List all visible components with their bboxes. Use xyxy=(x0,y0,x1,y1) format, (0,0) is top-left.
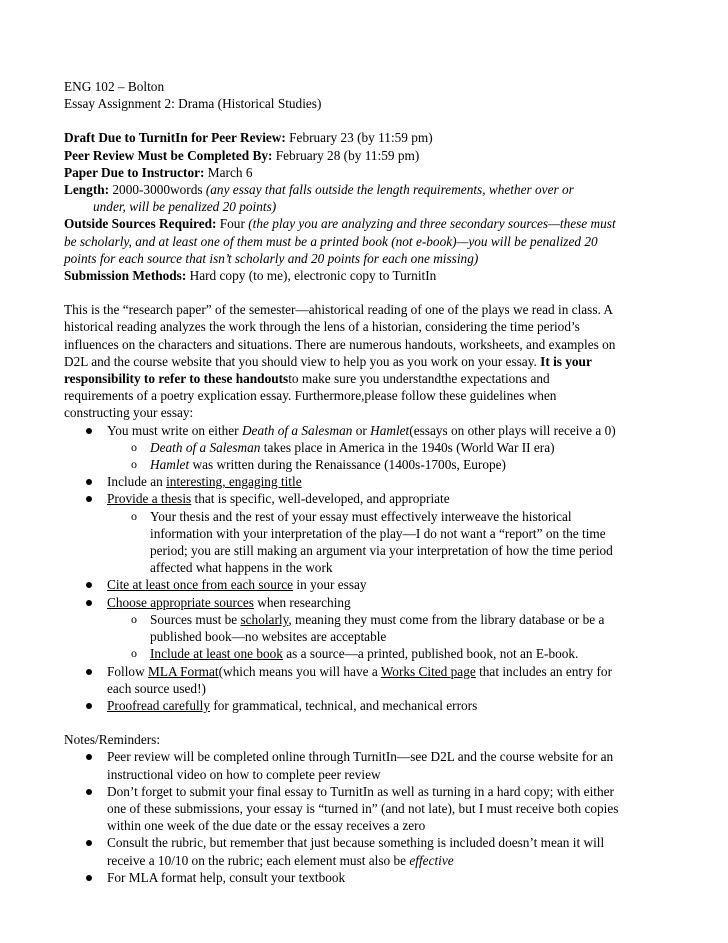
guidelines-list xyxy=(64,422,668,714)
intro-text-4: D2L and the course website that you should view to help you as you work on your essay. xyxy=(64,353,541,369)
bullet-icon xyxy=(86,479,92,485)
draft-due-line xyxy=(64,129,668,146)
play-title: Hamlet xyxy=(370,422,410,438)
item-text: (essays on other plays will receive a 0) xyxy=(409,422,616,438)
item-text: information with your interpretation of the play—I do not want a “report” on the time xyxy=(150,525,606,541)
sub-list-item xyxy=(107,645,668,662)
underlined-text: interesting, engaging title xyxy=(166,474,302,490)
underlined-text: Include at least one book xyxy=(150,646,283,662)
item-text: one of these submissions, your essay is “turned in” (and not late), but I must receive both copies xyxy=(107,800,619,816)
item-text: instructional video on how to complete peer review xyxy=(107,766,381,782)
course-line: ENG 102 – Bolton xyxy=(64,79,165,94)
peer-review-label: Peer Review Must be Completed By: xyxy=(64,147,273,163)
intro-emphasis-4: It is your xyxy=(540,353,592,369)
bullet-icon xyxy=(86,496,92,502)
bullet-icon xyxy=(86,875,92,881)
assignment-document xyxy=(64,78,668,886)
sources-line xyxy=(64,215,668,232)
circle-bullet-icon: o xyxy=(131,611,137,626)
item-text: For MLA format help, consult your textbook xyxy=(107,869,346,885)
spacer xyxy=(64,284,668,301)
item-text: in your essay xyxy=(293,577,367,593)
item-text: affected what happens in the work xyxy=(150,560,333,576)
paper-due-label: Paper Due to Instructor: xyxy=(64,164,205,180)
item-text: that is specific, well-developed, and appropriate xyxy=(191,491,450,507)
draft-due-value: February 23 (by 11:59 pm) xyxy=(285,130,433,146)
item-text: Sources must be xyxy=(150,611,241,627)
bullet-icon xyxy=(86,600,92,606)
sub-list-item xyxy=(107,439,668,456)
item-text: Your thesis and the rest of your essay must effectively interweave the historical xyxy=(150,508,572,524)
sources-note-line-2 xyxy=(64,233,668,250)
draft-due-label: Draft Due to TurnitIn for Peer Review: xyxy=(64,130,286,146)
sub-list-item xyxy=(107,456,668,473)
spacer xyxy=(64,112,668,129)
item-text: when researching xyxy=(253,594,351,610)
item-text: that includes an entry for xyxy=(475,663,613,679)
bullet-icon xyxy=(86,669,92,675)
length-note-2: under, will be penalized 20 points) xyxy=(93,199,277,215)
sources-label: Outside Sources Required: xyxy=(64,216,217,232)
intro-line-1: This is the “research paper” of the semester—ahistorical reading of one of the plays we read in class. A xyxy=(64,302,614,318)
length-label: Length: xyxy=(64,182,110,198)
intro-line-4 xyxy=(64,353,668,370)
length-note: (any essay that falls outside the length requirements, whether over or xyxy=(205,182,574,198)
item-text: , meaning they must come from the library database or be a xyxy=(288,611,605,627)
sub-list xyxy=(107,439,668,473)
length-line xyxy=(64,181,668,198)
list-item xyxy=(64,473,668,490)
notes-list xyxy=(64,748,668,886)
sources-note-3: points for each source that isn’t scholarly and 20 points for each one missing) xyxy=(64,250,479,266)
notes-heading: Notes/Reminders: xyxy=(64,732,161,748)
circle-bullet-icon: o xyxy=(131,457,137,472)
sub-list-item xyxy=(107,508,668,577)
underlined-text: Choose appropriate sources xyxy=(107,594,254,610)
circle-bullet-icon: o xyxy=(131,508,137,523)
list-item xyxy=(64,748,668,782)
circle-bullet-icon: o xyxy=(131,646,137,661)
list-item xyxy=(64,834,668,868)
item-text: each source used!) xyxy=(107,680,206,696)
underlined-text: MLA Format xyxy=(148,663,219,679)
paper-due-line xyxy=(64,164,668,181)
sub-list xyxy=(107,508,668,577)
sources-value: Four xyxy=(216,216,249,232)
intro-emphasis-5: responsibility to refer to these handouts xyxy=(64,371,289,387)
item-text: receive a 10/10 on the rubric; each element must also be xyxy=(107,852,410,868)
submission-value: Hard copy (to me), electronic copy to TurnitIn xyxy=(186,268,437,284)
play-title: Death of a Salesman xyxy=(150,439,261,455)
bullet-icon xyxy=(86,582,92,588)
intro-line-5 xyxy=(64,370,668,387)
sources-note-line-3 xyxy=(64,250,668,267)
play-title: Hamlet xyxy=(150,457,190,473)
sources-note-1: (the play you are analyzing and three secondary sources—these must xyxy=(248,216,616,232)
bullet-icon xyxy=(86,428,92,434)
intro-line-7: constructing your essay: xyxy=(64,405,194,421)
item-text: within one week of the due date or the essay receives a zero xyxy=(107,818,426,834)
underlined-text: Works Cited page xyxy=(380,663,476,679)
underlined-text: scholarly xyxy=(240,611,289,627)
list-item xyxy=(64,783,668,835)
list-item xyxy=(64,869,668,886)
play-title: Death of a Salesman xyxy=(241,422,353,438)
list-item xyxy=(64,490,668,576)
underlined-text: Proofread carefully xyxy=(107,697,210,713)
length-value: 2000-3000words xyxy=(109,182,206,198)
item-text: (which means you will have a xyxy=(218,663,381,679)
list-item xyxy=(64,663,668,697)
item-text: Include an xyxy=(107,474,167,490)
submission-label: Submission Methods: xyxy=(64,268,187,284)
length-note-cont xyxy=(64,198,668,215)
bullet-icon xyxy=(86,840,92,846)
item-text: Follow xyxy=(107,663,149,679)
item-text: period; you are still making an argument via your interpretation of how the time period xyxy=(150,543,613,559)
bullet-icon xyxy=(86,703,92,709)
bullet-icon xyxy=(86,789,92,795)
sub-list-item xyxy=(107,611,668,645)
assignment-title: Essay Assignment 2: Drama (Historical Studies) xyxy=(64,96,322,112)
submission-line xyxy=(64,267,668,284)
spacer xyxy=(64,714,668,731)
item-text: takes place in America in the 1940s (World War II era) xyxy=(260,439,555,455)
intro-line-6: requirements of a poetry explication essay. Furthermore,please follow these guidelines when xyxy=(64,388,557,404)
item-text: You must write on either xyxy=(107,422,242,438)
intro-line-3: influences on the characters and situations. There are numerous handouts, worksheets, and examples on xyxy=(64,336,616,352)
bullet-icon xyxy=(86,754,92,760)
list-item xyxy=(64,422,668,474)
item-text: was written during the Renaissance (1400s-1700s, Europe) xyxy=(189,457,506,473)
paper-due-value: March 6 xyxy=(204,164,253,180)
emphasis-text: effective xyxy=(409,852,454,868)
intro-text-5: to make sure you understandthe expectations and xyxy=(288,371,550,387)
list-item xyxy=(64,594,668,663)
item-text: published book—no websites are acceptable xyxy=(150,629,387,645)
item-text: as a source—a printed, published book, not an E-book. xyxy=(282,646,579,662)
item-text: or xyxy=(352,422,371,438)
item-text: Don’t forget to submit your final essay to TurnitIn as well as turning in a hard copy; with either xyxy=(107,783,614,799)
item-text: for grammatical, technical, and mechanical errors xyxy=(210,697,478,713)
list-item xyxy=(64,697,668,714)
underlined-text: Cite at least once from each source xyxy=(107,577,294,593)
circle-bullet-icon: o xyxy=(131,439,137,454)
item-text: Consult the rubric, but remember that just because something is included doesn’t mean it will xyxy=(107,835,605,851)
peer-review-value: February 28 (by 11:59 pm) xyxy=(272,147,420,163)
underlined-text: Provide a thesis xyxy=(107,491,192,507)
peer-review-line xyxy=(64,147,668,164)
sub-list xyxy=(107,611,668,663)
sources-note-2: be scholarly, and at least one of them must be a printed book (not e-book)—you will be penalized 20 xyxy=(64,233,598,249)
list-item xyxy=(64,576,668,593)
item-text: Peer review will be completed online through TurnitIn—see D2L and the course website for an xyxy=(107,749,614,765)
intro-line-2: historical reading analyzes the work through the lens of a historian, considering the time period’s xyxy=(64,319,580,335)
